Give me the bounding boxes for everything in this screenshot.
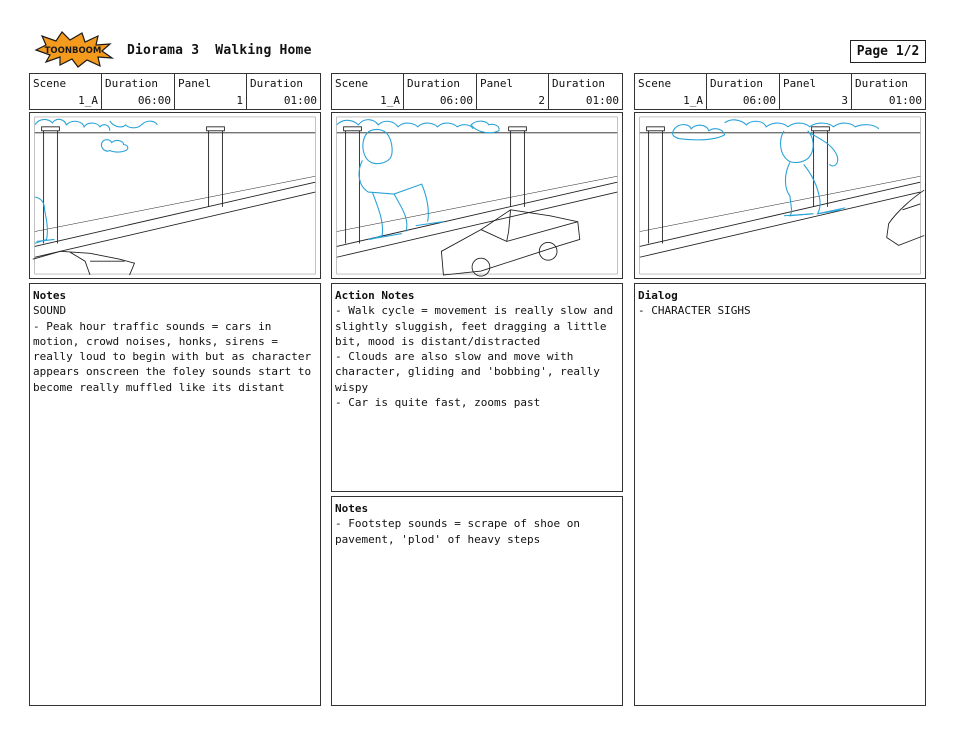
- panel-value: 2: [538, 94, 545, 107]
- notes-middle-title: Notes: [335, 502, 369, 515]
- duration-label: Duration: [105, 77, 158, 90]
- notes-left-title: Notes: [33, 289, 67, 302]
- panel-cell: [780, 74, 852, 109]
- toonboom-starburst-icon: [32, 30, 114, 68]
- scene-value: 1_A: [380, 94, 400, 107]
- panel-label: Panel: [783, 77, 817, 90]
- panel-3-sketch: [634, 112, 926, 279]
- panel-value: 3: [841, 94, 848, 107]
- panel-duration-cell: [549, 74, 622, 109]
- dialog-body: - CHARACTER SIGHS: [638, 304, 751, 318]
- scene-duration-value: 06:00: [137, 94, 171, 107]
- scene-cell: [332, 74, 404, 109]
- clouds-and-character: [673, 120, 879, 216]
- panel-3-header: [634, 73, 926, 110]
- scene-label: Scene: [638, 77, 672, 90]
- scene-duration-value: 06:00: [742, 94, 776, 107]
- scene-duration-cell: [707, 74, 780, 109]
- panel-label: Panel: [480, 77, 514, 90]
- duration-label: Duration: [855, 77, 908, 90]
- background-lines: [640, 117, 925, 274]
- scene-label: Scene: [33, 77, 67, 90]
- scene-duration-cell: [404, 74, 477, 109]
- panel-value: 1: [236, 94, 243, 107]
- panel-2-sketch: [331, 112, 623, 279]
- panel-2-drawing: [332, 113, 622, 278]
- panel-duration-value: 01:00: [888, 94, 922, 107]
- duration-label: Duration: [250, 77, 303, 90]
- action-notes-body: - Walk cycle = movement is really slow and slightly sluggish, feet dragging a little bit, mood is distant/distracted - Clouds are also slow and move with character, gliding and 'bobbing', really wispy - Car is quite fast, zooms past: [335, 304, 614, 410]
- scene-value: 1_A: [683, 94, 703, 107]
- panel-duration-cell: [247, 74, 320, 109]
- dialog-box: [634, 283, 926, 706]
- page-number: Page 1/2: [850, 40, 926, 63]
- notes-left-body: SOUND - Peak hour traffic sounds = cars in motion, crowd noises, honks, sirens = really loud to begin with but as character appears onscreen the foley sounds start to become really muffled like its distant: [33, 304, 312, 394]
- clouds-and-character: [337, 120, 499, 240]
- document-title: Diorama 3 Walking Home: [127, 43, 312, 58]
- scene-cell: [635, 74, 707, 109]
- notes-middle-body: - Footstep sounds = scrape of shoe on pavement, 'plod' of heavy steps: [335, 517, 581, 546]
- background-lines: [33, 117, 316, 275]
- duration-label: Duration: [407, 77, 460, 90]
- duration-label: Duration: [552, 77, 605, 90]
- background-lines: [337, 117, 618, 276]
- clouds-and-character: [35, 119, 158, 243]
- panel-2-header: [331, 73, 623, 110]
- scene-value: 1_A: [78, 94, 98, 107]
- panel-duration-cell: [852, 74, 925, 109]
- scene-duration-cell: [102, 74, 175, 109]
- notes-left-box: [29, 283, 321, 706]
- panel-3-drawing: [635, 113, 925, 278]
- panel-label: Panel: [178, 77, 212, 90]
- duration-label: Duration: [710, 77, 763, 90]
- panel-1-header: [29, 73, 321, 110]
- logo-text: TOONBOOM: [44, 46, 102, 56]
- action-notes-title: Action Notes: [335, 289, 415, 302]
- dialog-title: Dialog: [638, 289, 678, 302]
- panel-1-sketch: [29, 112, 321, 279]
- action-notes-box: [331, 283, 623, 492]
- panel-cell: [175, 74, 247, 109]
- notes-middle-box: [331, 496, 623, 706]
- panel-duration-value: 01:00: [283, 94, 317, 107]
- toonboom-logo: [32, 30, 114, 68]
- scene-cell: [30, 74, 102, 109]
- panel-1-drawing: [30, 113, 320, 278]
- scene-label: Scene: [335, 77, 369, 90]
- panel-cell: [477, 74, 549, 109]
- panel-duration-value: 01:00: [585, 94, 619, 107]
- scene-duration-value: 06:00: [439, 94, 473, 107]
